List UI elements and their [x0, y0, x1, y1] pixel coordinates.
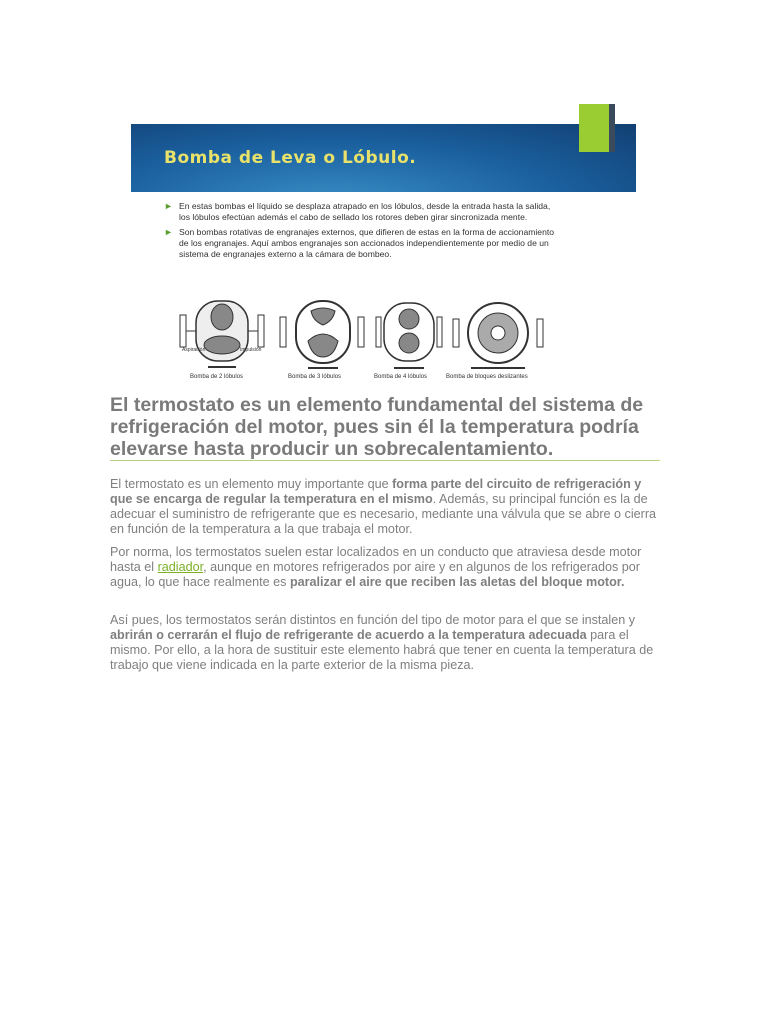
paragraph-2-text-a: Por norma, los termostatos suelen estar localizados en un conducto que atraviesa desde motor hasta el: [110, 545, 642, 574]
pump-slide-image: [131, 104, 636, 388]
radiador-link[interactable]: radiador: [157, 560, 204, 574]
bullet-arrow-icon: ►: [164, 227, 173, 237]
paragraph-3-bold: abrirán o cerrarán el flujo de refrigerante de acuerdo a la temperatura adecuada: [110, 628, 587, 642]
four-lobe-pump-diagram: [374, 297, 444, 373]
paragraph-1-bold: forma parte del circuito de refrigeración y que se encarga de regular la temperatura en el mismo: [110, 477, 642, 506]
paragraph-1-text-a: El termostato es un elemento muy importante que: [110, 477, 393, 491]
diagram-caption: Bomba de 2 lóbulos: [190, 374, 244, 380]
paragraph-1: [110, 477, 665, 537]
slide-bullet-list: [164, 201, 559, 264]
diagram-label-aspiracion: Aspiración: [182, 347, 206, 353]
bullet-arrow-icon: ►: [164, 201, 173, 211]
slide-bullet: [164, 201, 559, 223]
paragraph-1-text-b: . Además, su principal función es la de adecuar el suministro de refrigerante que es necesario, mediante una válvula que se abre o cierra en función de la temperatura a la que trabaja el motor.: [110, 492, 657, 536]
paragraph-3-text-a: Así pues, los termostatos serán distintos en función del tipo de motor para el que se instalen y: [110, 613, 636, 627]
accent-square-shadow: [609, 104, 615, 152]
heading-divider: [110, 460, 660, 461]
paragraph-2: [110, 545, 665, 590]
article-heading: El termostato es un elemento fundamental del sistema de refrigeración del motor, pues sin él la temperatura podría elevarse hasta producir un sobrecalentamiento.: [110, 394, 644, 460]
sliding-vane-pump-diagram: [451, 297, 546, 373]
diagram-caption: Bomba de 3 lóbulos: [288, 374, 342, 380]
diagram-label-impulsion: Impulsión: [240, 347, 262, 353]
diagram-caption: Bomba de bloques deslizantes: [446, 374, 528, 380]
slide-title: Bomba de Leva o Lóbulo.: [164, 148, 417, 168]
paragraph-2-text-b: , aunque en motores refrigerados por aire y en algunos de los refrigerados por agua, lo que hace realmente es: [110, 560, 640, 589]
two-lobe-pump-diagram: [178, 297, 268, 373]
three-lobe-pump-diagram: [278, 297, 368, 373]
slide-bullet-text: Son bombas rotativas de engranajes externos, que difieren de estas en la forma de accionamiento de los engranajes. Aquí ambos engranajes son accionados independientemente por medio de un sistema de engranajes externo a la cámara de bombeo.: [179, 227, 555, 259]
slide-bullet-text: En estas bombas el líquido se desplaza atrapado en los lóbulos, desde la entrada hasta la salida, los lóbulos efectúan además el cabo de sellado los rotores deben girar sincronizada mente.: [179, 201, 551, 222]
paragraph-3: [110, 613, 665, 673]
diagram-caption: Bomba de 4 lóbulos: [374, 374, 428, 380]
paragraph-2-bold: paralizar el aire que reciben las aletas del bloque motor.: [289, 575, 625, 589]
pump-diagrams: [176, 297, 596, 387]
slide-bullet: [164, 227, 559, 260]
paragraph-3-text-b: para el mismo. Por ello, a la hora de sustituir este elemento habrá que tener en cuenta la temperatura de trabajo que viene indicada en la parte exterior de la misma pieza.: [110, 628, 654, 672]
accent-square: [579, 104, 609, 152]
